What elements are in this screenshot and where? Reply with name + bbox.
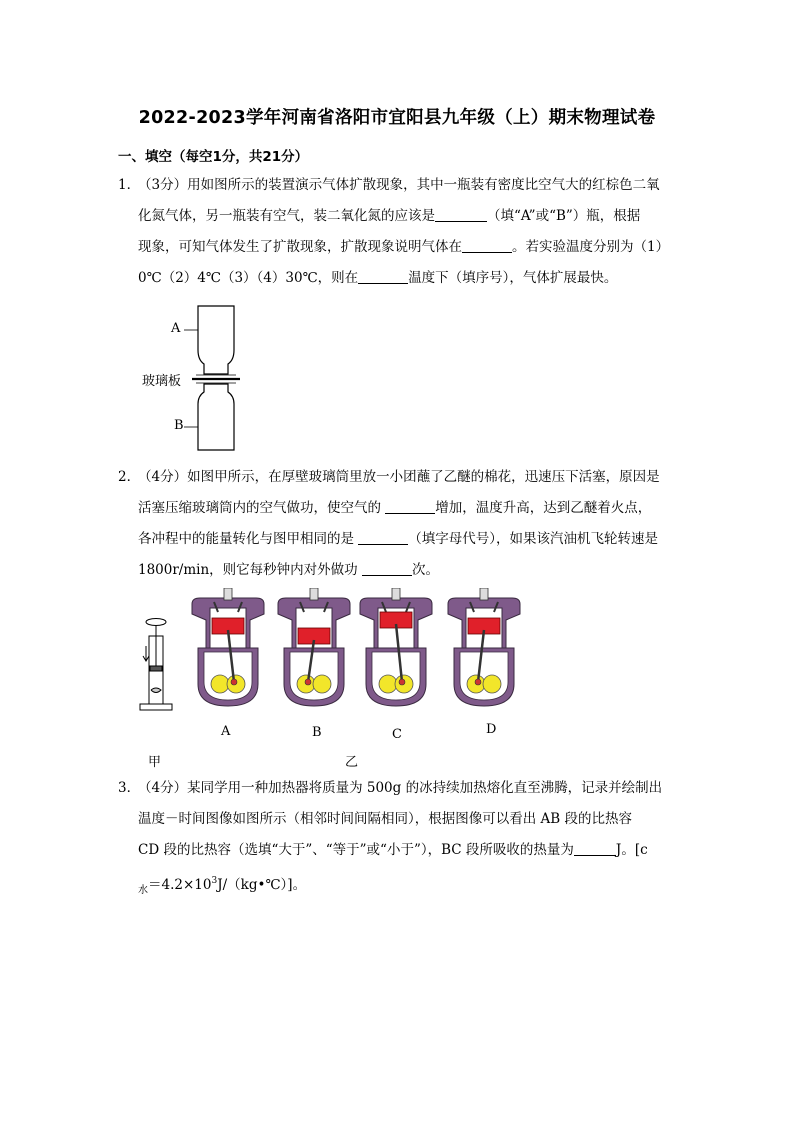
question-number: 2． bbox=[118, 469, 141, 485]
bottle-b-label: B bbox=[174, 418, 184, 433]
bottle-a bbox=[198, 306, 234, 374]
question-number: 1． bbox=[118, 177, 141, 193]
question-3 bbox=[118, 773, 678, 906]
q3-text: ＝4.2×10 bbox=[148, 877, 212, 893]
q2-text: （4分）如图甲所示，在厚壁玻璃筒里放一小团蘸了乙醚的棉花，迅速压下活塞，原因是 bbox=[138, 469, 660, 485]
q3-text: J/（kg•℃）]。 bbox=[217, 877, 307, 893]
q3-text: 温度－时间图像如图所示（相邻时间间隔相同），根据图像可以看出 AB 段的比热容 bbox=[138, 811, 633, 827]
q3-text: （4分）某同学用一种加热器将质量为 500g 的冰持续加热熔化直至沸腾，记录并绘制出 bbox=[138, 780, 663, 796]
engine-c-label: C bbox=[392, 727, 402, 742]
superscript-exponent: 3 bbox=[211, 876, 218, 886]
engine-diagram bbox=[360, 588, 432, 706]
glass-plate-label: 玻璃板 bbox=[142, 374, 182, 389]
q2-text: 活塞压缩玻璃筒内的空气做功，使空气的 bbox=[138, 500, 386, 516]
q1-text: （填“A”或“B”）瓶，根据 bbox=[487, 208, 641, 224]
q1-text: 温度下（填序号），气体扩展最快。 bbox=[408, 270, 618, 286]
q2-line bbox=[118, 555, 678, 586]
question-1 bbox=[118, 170, 678, 294]
q1-text: 0℃（2）4℃（3）（4）30℃，则在 bbox=[138, 270, 359, 286]
q3-line bbox=[118, 773, 678, 804]
engine-b-label: B bbox=[312, 725, 322, 740]
q2-line bbox=[118, 524, 678, 555]
q1-line bbox=[118, 170, 678, 201]
question-number: 3． bbox=[118, 780, 141, 796]
q3-line bbox=[118, 835, 678, 866]
q2-text: 各冲程中的能量转化与图甲相同的是 bbox=[138, 531, 359, 547]
subscript-water: 水 bbox=[138, 885, 148, 896]
figure-yi-label: 乙 bbox=[345, 755, 359, 770]
q1-text: 。若实验温度分别为（1） bbox=[512, 239, 670, 255]
q1-line bbox=[118, 201, 678, 232]
page-title: 2022-2023学年河南省洛阳市宜阳县九年级（上）期末物理试卷 bbox=[138, 108, 656, 128]
engine-d-label: D bbox=[486, 722, 497, 737]
figure-jia-label: 甲 bbox=[148, 755, 162, 770]
q3-line bbox=[118, 866, 678, 906]
question-2 bbox=[118, 462, 678, 586]
q1-text: （3分）用如图所示的装置演示气体扩散现象，其中一瓶装有密度比空气大的红棕色二氧 bbox=[138, 177, 660, 193]
answer-blank[interactable] bbox=[362, 561, 412, 576]
engine-strokes-figure bbox=[188, 588, 528, 716]
q2-line bbox=[118, 493, 678, 524]
answer-blank[interactable] bbox=[358, 269, 408, 284]
answer-blank[interactable] bbox=[574, 841, 616, 856]
answer-blank[interactable] bbox=[462, 238, 512, 253]
q1-text: 化氮气体，另一瓶装有空气，装二氧化氮的应该是 bbox=[138, 208, 435, 224]
q3-line bbox=[118, 804, 678, 835]
answer-blank[interactable] bbox=[435, 207, 487, 222]
engine-diagram bbox=[192, 588, 264, 706]
q1-line bbox=[118, 263, 678, 294]
q3-text: CD 段的比热容（选填“大于”、“等于”或“小于”），BC 段所吸收的热量为 bbox=[138, 842, 574, 858]
bottle-a-label: A bbox=[171, 321, 181, 336]
compression-tube-figure bbox=[136, 616, 176, 714]
q2-text: 增加，温度升高，达到乙醚着火点， bbox=[435, 500, 652, 516]
q1-text: 现象，可知气体发生了扩散现象，扩散现象说明气体在 bbox=[138, 239, 462, 255]
q3-text: J。[c bbox=[615, 842, 648, 858]
bottle-b bbox=[198, 384, 234, 450]
q2-text: 次。 bbox=[411, 562, 439, 578]
answer-blank[interactable] bbox=[385, 499, 435, 514]
section-heading: 一、填空（每空1分，共21分） bbox=[118, 149, 309, 165]
answer-blank[interactable] bbox=[358, 530, 408, 545]
engine-diagram bbox=[448, 588, 520, 706]
q1-line bbox=[118, 232, 678, 263]
engine-a-label: A bbox=[221, 724, 231, 739]
q2-text: 1800r/min，则它每秒钟内对外做功 bbox=[138, 562, 362, 578]
engine-diagram bbox=[278, 588, 350, 706]
q2-text: （填字母代号），如果该汽油机飞轮转速是 bbox=[408, 531, 659, 547]
q2-line bbox=[118, 462, 678, 493]
